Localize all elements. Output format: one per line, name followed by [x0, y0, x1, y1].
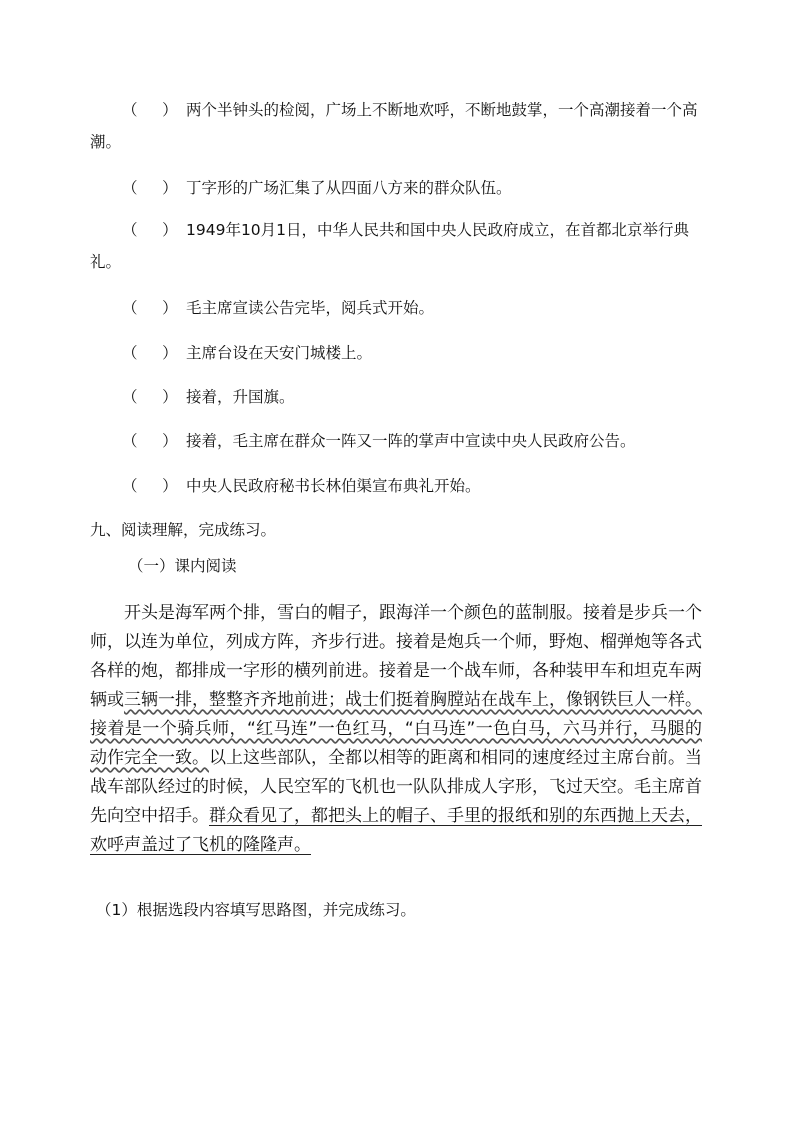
ordering-item-6 [90, 381, 700, 413]
underlined-text: 群众看见了，都把头上的帽子、手里的报纸和别的东西抛上天去，欢呼声盖过了飞机的隆隆声。 [90, 806, 702, 855]
item-text: 1949年10月1日，中华人民共和国中央人民政府成立，在首都北京举行典礼。 [90, 221, 690, 271]
passage-text: 开头是海军两个排，雪白的帽子，跟海洋一个颜色的蓝制服。接着是步兵一个师，以连为单位，列成方阵，齐步行进。接着是炮兵一个师，野炮、榴弹炮等各式各样的炮，都排成一字形的横列前进。接着是一个战车师，各种装甲车和坦克车两辆或 [90, 603, 702, 710]
reading-passage [90, 599, 702, 860]
ordering-item-5 [90, 337, 700, 369]
answer-blank[interactable]: （ ） [122, 221, 178, 239]
item-text: 接着，毛主席在群众一阵又一阵的掌声中宣读中央人民政府公告。 [186, 432, 636, 450]
passage-text: 以上这些部队，全都以相等的距离和相同的速度经过主席台前。当战车部队经过的时候，人民空军的飞机也一队队排成人字形，飞过天空。毛主席首先向空中招手。 [90, 748, 702, 826]
section-title: 九、阅读理解，完成练习。 [90, 521, 277, 539]
item-text: 两个半钟头的检阅，广场上不断地欢呼，不断地鼓掌，一个高潮接着一个高潮。 [90, 101, 698, 151]
ordering-item-1 [90, 94, 700, 158]
ordering-item-7 [90, 425, 700, 457]
ordering-item-3 [90, 214, 700, 278]
ordering-item-4 [90, 292, 700, 324]
ordering-item-8 [90, 470, 700, 502]
item-text: 中央人民政府秘书长林伯渠宣布典礼开始。 [186, 477, 481, 495]
item-text: 毛主席宣读公告完毕，阅兵式开始。 [186, 299, 435, 317]
item-text: 主席台设在天安门城楼上。 [186, 344, 373, 362]
item-text: 丁字形的广场汇集了从四面八方来的群众队伍。 [186, 179, 512, 197]
subsection-title: （一）课内阅读 [128, 557, 237, 575]
wavy-underlined-text: 三辆一排，整整齐齐地前进；战士们挺着胸膛站在战车上，像钢铁巨人一样。接着是一个骑兵师，“红马连”一色红马，“白马连”一色白马，六马并行，马腿的动作完全一致。 [90, 690, 702, 768]
item-text: 接着，升国旗。 [186, 388, 295, 406]
answer-blank[interactable]: （ ） [122, 477, 178, 495]
answer-blank[interactable]: （ ） [122, 101, 178, 119]
answer-blank[interactable]: （ ） [122, 344, 178, 362]
answer-blank[interactable]: （ ） [122, 299, 178, 317]
answer-blank[interactable]: （ ） [122, 432, 178, 450]
question-1: （1）根据选段内容填写思路图，并完成练习。 [96, 901, 416, 919]
ordering-item-2 [90, 172, 700, 204]
answer-blank[interactable]: （ ） [122, 388, 178, 406]
answer-blank[interactable]: （ ） [122, 179, 178, 197]
